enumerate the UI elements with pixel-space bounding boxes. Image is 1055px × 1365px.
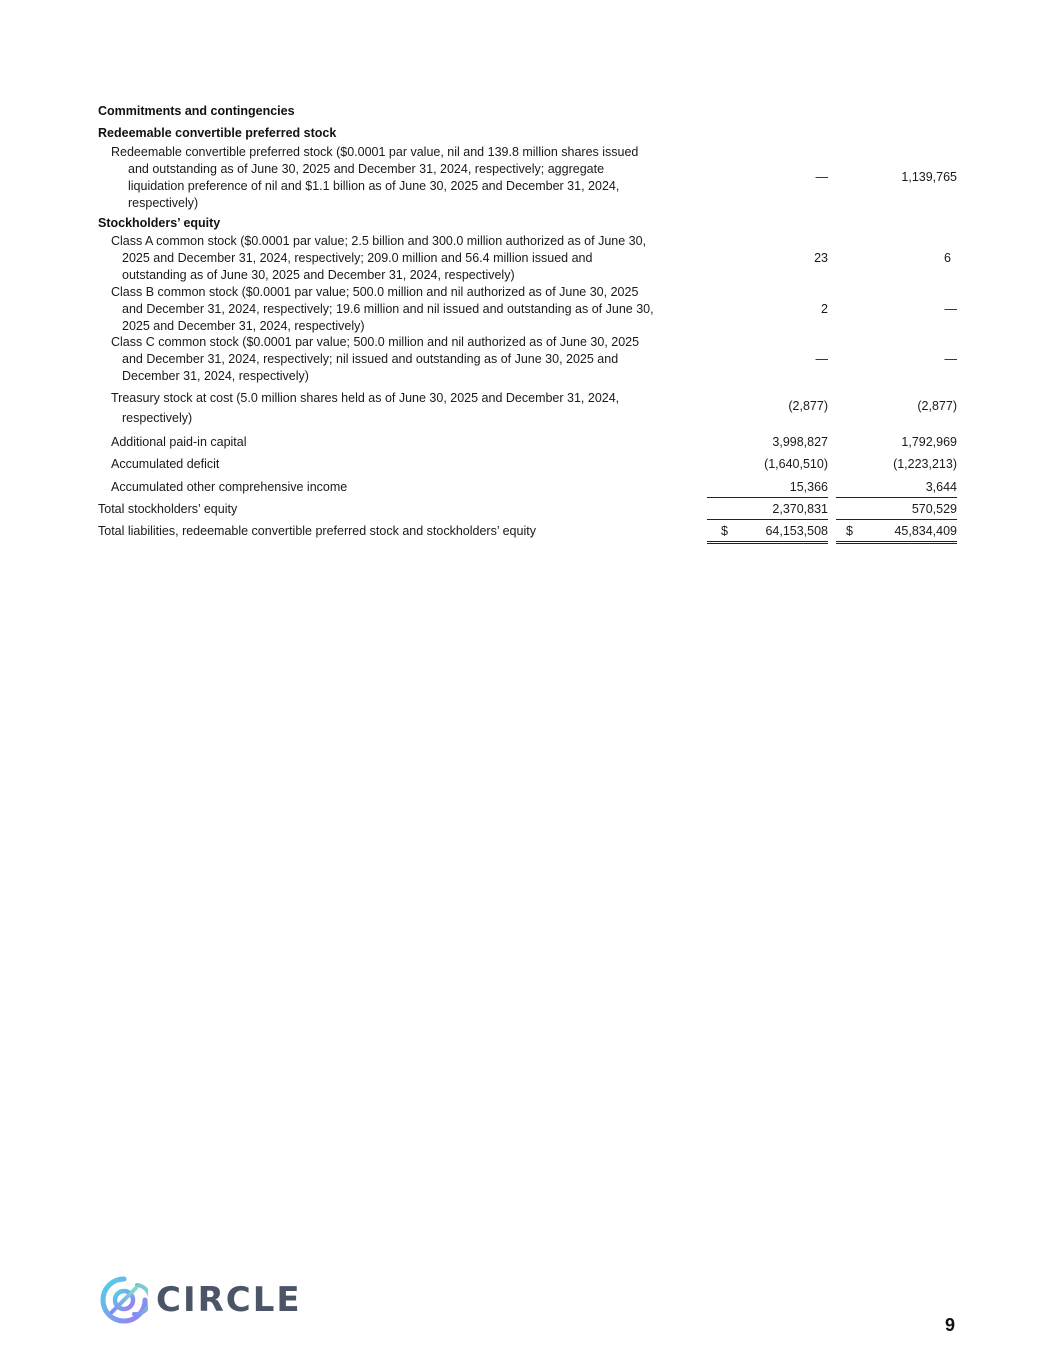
equity-heading: Stockholders’ equity	[98, 216, 221, 230]
value-2024: 570,529	[911, 502, 957, 516]
value-2025: 3,998,827	[772, 435, 828, 449]
value-2024: (2,877)	[917, 399, 957, 413]
value-2025: 64,153,508	[765, 524, 828, 538]
row-label: Accumulated deficit	[111, 457, 220, 471]
value-2025: (2,877)	[788, 399, 828, 413]
value-2025: —	[815, 170, 828, 184]
subtotal-rule	[836, 497, 957, 498]
total-double-rule	[707, 543, 828, 544]
subtotal-rule	[836, 519, 957, 520]
row-label: Total stockholders’ equity	[98, 502, 238, 516]
value-2024: 3,644	[925, 480, 957, 494]
value-2025: 2,370,831	[772, 502, 828, 516]
row-label: Additional paid-in capital	[111, 435, 247, 449]
row-label: Class C common stock ($0.0001 par value; 500.0 million and nil authorized as of June 30, 2025 and December 31, 2024, respectively; nil issued and outstanding as of June 30, 2025 and December 31, 2024, respectively)	[111, 335, 640, 383]
subtotal-rule	[707, 497, 828, 498]
circle-logo	[100, 1276, 302, 1324]
row-label: Treasury stock at cost (5.0 million shares held as of June 30, 2025 and December 31, 2024, respectively)	[111, 391, 620, 425]
circle-logo-icon	[100, 1276, 148, 1324]
total-double-rule	[836, 543, 957, 544]
value-2024: —	[944, 352, 957, 366]
value-2024: (1,223,213)	[893, 457, 957, 471]
row-label: Total liabilities, redeemable convertible preferred stock and stockholders’ equity	[98, 524, 536, 538]
value-2025: 23	[814, 251, 828, 265]
redeemable-heading: Redeemable convertible preferred stock	[98, 126, 337, 140]
row-label: Class B common stock ($0.0001 par value; 500.0 million and nil authorized as of June 30, 2025 and December 31, 2024, respectively; 19.6 million and nil issued and outstanding as of June 30, 2025 and December 31, 2024, respectively)	[111, 285, 654, 333]
currency-symbol: $	[721, 524, 728, 538]
row-label: Accumulated other comprehensive income	[111, 480, 348, 494]
value-2024: 6	[944, 251, 951, 265]
row-label: Class A common stock ($0.0001 par value; 2.5 billion and 300.0 million authorized as of June 30, 2025 and December 31, 2024, respectively; 209.0 million and 56.4 million issued and outstanding as of June 30, 2025 and December 31, 2024, respectively)	[111, 234, 647, 282]
value-2025: 2	[821, 302, 828, 316]
value-2024: —	[944, 302, 957, 316]
subtotal-rule	[707, 519, 828, 520]
row-label: Redeemable convertible preferred stock ($0.0001 par value, nil and 139.8 million shares issued and outstanding as of June 30, 2025 and December 31, 2024, respectively; aggregate liquidation preference of nil and $1.1 billion as of June 30, 2025 and December 31, 2024, respectively)	[111, 145, 639, 210]
page-number: 9	[944, 1315, 955, 1335]
total-double-rule	[707, 541, 828, 542]
value-2024: 1,139,765	[901, 170, 957, 184]
value-2024: 45,834,409	[894, 524, 957, 538]
value-2025: (1,640,510)	[764, 457, 828, 471]
commitments-heading: Commitments and contingencies	[98, 104, 295, 118]
value-2025: 15,366	[789, 480, 828, 494]
value-2024: 1,792,969	[901, 435, 957, 449]
value-2025: —	[815, 352, 828, 366]
currency-symbol: $	[846, 524, 853, 538]
logo-text: CIRCLE	[156, 1280, 302, 1320]
total-double-rule	[836, 541, 957, 542]
